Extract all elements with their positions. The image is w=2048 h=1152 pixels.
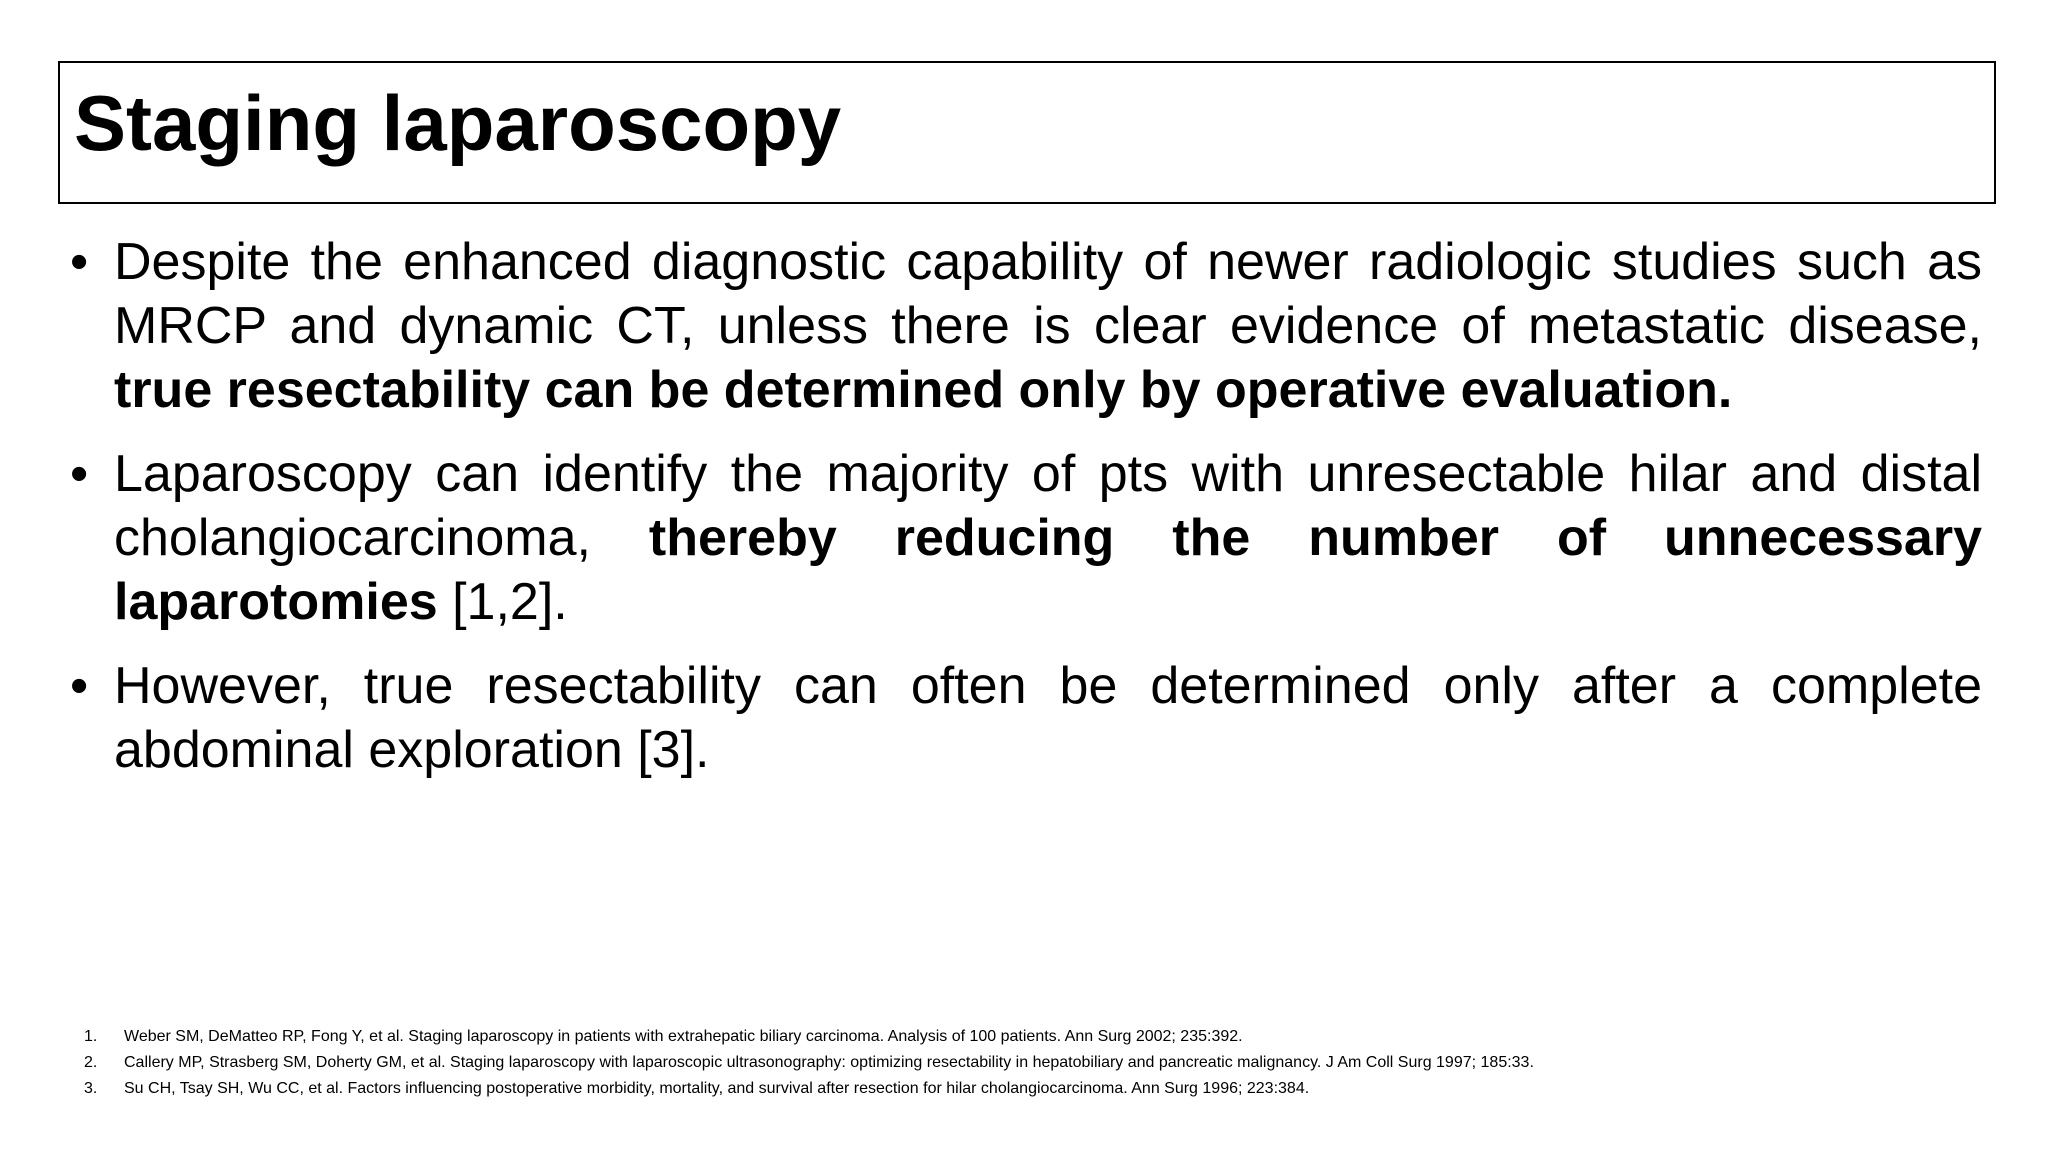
reference-text: Weber SM, DeMatteo RP, Fong Y, et al. Staging laparoscopy in patients with extrahepatic biliary carcinoma. Analysis of 100 patients. Ann Surg 2002; 235:392. — [124, 1028, 1243, 1045]
reference-number: 2. — [84, 1054, 98, 1071]
reference-text: Su CH, Tsay SH, Wu CC, et al. Factors influencing postoperative morbidity, mortality, and survival after resection for hilar cholangiocarcinoma. Ann Surg 1996; 223:384. — [124, 1080, 1310, 1097]
title-box — [58, 61, 1996, 204]
bullet-bold-text: thereby reducing the number of unnecessary laparotomies — [114, 509, 1982, 631]
bullet-text — [114, 233, 1982, 419]
bullet-tail-text: [1,2]. — [437, 573, 568, 631]
bullet-plain-text: Despite the enhanced diagnostic capability of newer radiologic studies such as MRCP and dynamic CT, unless there is clear evidence of metastatic disease, — [114, 233, 1982, 355]
slide-title: Staging laparoscopy — [74, 79, 842, 167]
reference-number: 3. — [84, 1080, 98, 1097]
bullet-plain-text: However, true resectability can often be determined only after a complete abdominal exploration [3]. — [114, 657, 1982, 779]
bullet-text — [114, 445, 1982, 631]
reference-item — [84, 1076, 1534, 1102]
bullet-plain-text: Laparoscopy can identify the majority of pts with unresectable hilar and distal cholangiocarcinoma, — [114, 445, 1982, 567]
bullet-marker: • — [70, 657, 89, 715]
bullet-marker: • — [70, 233, 89, 291]
bullet-bold-text: true resectability can be determined only by operative evaluation. — [114, 361, 1733, 419]
reference-list — [84, 1024, 1534, 1102]
bullet-text — [114, 657, 1982, 779]
bullet-item — [70, 230, 1982, 422]
bullet-item — [70, 654, 1982, 782]
reference-item — [84, 1050, 1534, 1076]
reference-item — [84, 1024, 1534, 1050]
bullet-list — [70, 230, 1982, 802]
reference-number: 1. — [84, 1028, 98, 1045]
bullet-item — [70, 442, 1982, 634]
reference-text: Callery MP, Strasberg SM, Doherty GM, et al. Staging laparoscopy with laparoscopic ultrasonography: optimizing resectability in hepatobiliary and pancreatic malignancy. J Am Coll Surg 1997; 185:33. — [124, 1054, 1534, 1071]
bullet-marker: • — [70, 445, 89, 503]
